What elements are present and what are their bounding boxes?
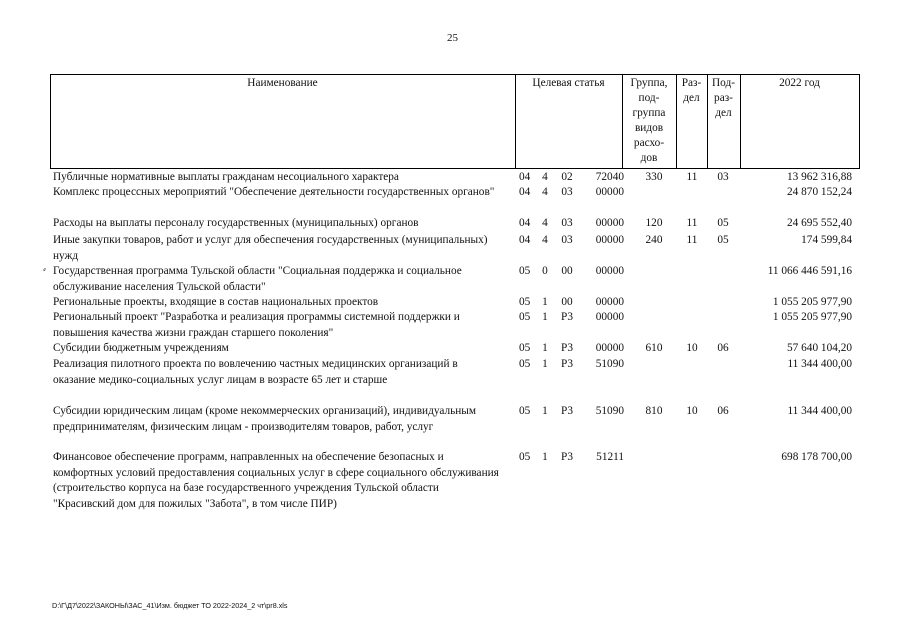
row-code-type: 4 (542, 217, 548, 229)
row-sum: 698 178 700,00 (781, 451, 852, 463)
header-subsection (707, 76, 740, 121)
row-code-direction: 00000 (595, 186, 624, 198)
row-group: 810 (645, 405, 663, 417)
row-group: 240 (645, 234, 663, 246)
row-group: 120 (645, 217, 663, 229)
row-sum: 24 695 552,40 (787, 217, 852, 229)
header-top-border (50, 74, 860, 75)
row-code-program: 04 (519, 186, 531, 198)
row-subsection: 06 (717, 405, 729, 417)
row-name: Комплекс процессных мероприятий "Обеспечение деятельности государственных органов" (53, 186, 495, 198)
row-code-main: P3 (561, 358, 573, 370)
row-code-main: P3 (561, 311, 573, 323)
row-sum: 57 640 104,20 (787, 342, 852, 354)
row-group: 610 (645, 342, 663, 354)
row-subsection: 06 (717, 342, 729, 354)
row-code-main: P3 (561, 451, 573, 463)
row-name: Финансовое обеспечение программ, направленных на обеспечение безопасных и комфортных условий предоставления социальных услуг в сфере социального обслуживания (строительство корпуса на базе государственного учреждения Тульской области "Красивский дом для пожилых "Забота", в том числе ПИР) (53, 451, 499, 510)
row-section: 11 (686, 217, 698, 229)
header-subsection-line: раз- (714, 92, 733, 104)
row-code-type: 1 (542, 451, 548, 463)
row-subsection: 05 (717, 234, 729, 246)
row-sum: 1 055 205 977,90 (772, 311, 852, 323)
header-group-line: Группа, (630, 77, 668, 89)
header-section-line: Раз- (681, 77, 702, 89)
row-name: Публичные нормативные выплаты гражданам несоциального характера (53, 171, 399, 183)
header-subsection-line: дел (715, 107, 732, 119)
row-code-program: 05 (519, 311, 531, 323)
header-group-line: под- (638, 92, 660, 104)
row-code-direction: 72040 (595, 171, 624, 183)
row-code-program: 05 (519, 342, 531, 354)
row-code-main: P3 (561, 405, 573, 417)
row-code-program: 05 (519, 451, 531, 463)
row-code-direction: 00000 (595, 234, 624, 246)
row-code-direction: 00000 (595, 265, 624, 277)
row-code-main: 00 (561, 265, 573, 277)
header-group-line: видов (634, 122, 664, 134)
row-name: Государственная программа Тульской области "Социальная поддержка и социальное обслуживание населения Тульской области" (53, 265, 462, 293)
row-code-type: 1 (542, 358, 548, 370)
row-code-program: 04 (519, 234, 531, 246)
header-subsection-line: Под- (712, 77, 735, 89)
row-name: Региональный проект "Разработка и реализация программы системной поддержки и повышения качества жизни граждан старшего поколения" (53, 311, 460, 339)
row-code-direction: 00000 (595, 342, 624, 354)
header-section (676, 76, 707, 106)
row-section: 11 (686, 171, 698, 183)
header-right-border (859, 74, 860, 169)
row-sum: 1 055 205 977,90 (772, 296, 852, 308)
row-code-direction: 00000 (595, 296, 624, 308)
row-code-type: 1 (542, 342, 548, 354)
row-sum: 174 599,84 (801, 234, 852, 246)
row-code-program: 05 (519, 358, 531, 370)
row-code-type: 0 (542, 265, 548, 277)
row-code-program: 05 (519, 405, 531, 417)
row-section: 10 (686, 405, 698, 417)
page-number: 25 (447, 32, 458, 44)
row-subsection: 05 (717, 217, 729, 229)
header-name: Наименование (247, 77, 318, 89)
row-code-type: 4 (542, 234, 548, 246)
row-code-type: 1 (542, 296, 548, 308)
row-code-main: 03 (561, 234, 573, 246)
row-group: 330 (645, 171, 663, 183)
row-code-main: 02 (561, 171, 573, 183)
file-path-footer: D:\Г\Д7\2022\ЗАКОНЫ\ЗАС_41\Изм. бюджет ТО 2022-2024_2 чт\pr8.xls (52, 601, 288, 610)
header-target-article: Целевая статья (532, 77, 605, 89)
row-code-program: 05 (519, 265, 531, 277)
header-year: 2022 год (779, 77, 820, 89)
row-name: Региональные проекты, входящие в состав национальных проектов (53, 296, 379, 308)
row-code-direction: 51211 (596, 451, 624, 463)
row-sum: 11 344 400,00 (787, 358, 852, 370)
row-code-main: P3 (561, 342, 573, 354)
row-name: Реализация пилотного проекта по вовлечению частных медицинских организаций в оказание медико-социальных услуг лицам в возрасте 65 лет и старше (53, 358, 458, 386)
header-group-line: расхо- (633, 137, 665, 149)
row-code-type: 4 (542, 171, 548, 183)
row-code-program: 04 (519, 217, 531, 229)
row-name: Субсидии бюджетным учреждениям (53, 342, 229, 354)
row-code-direction: 00000 (595, 311, 624, 323)
row-name: Иные закупки товаров, работ и услуг для обеспечения государственных (муниципальных) нужд (53, 234, 488, 262)
row-code-type: 4 (542, 186, 548, 198)
row-code-program: 04 (519, 171, 531, 183)
header-bottom-border (50, 168, 860, 169)
row-sum: 11 066 446 591,16 (767, 265, 852, 277)
row-code-main: 03 (561, 217, 573, 229)
row-sum: 11 344 400,00 (787, 405, 852, 417)
row-code-program: 05 (519, 296, 531, 308)
row-code-main: 03 (561, 186, 573, 198)
header-group (622, 76, 676, 166)
row-section: 10 (686, 342, 698, 354)
margin-mark: ⸗ (43, 264, 46, 274)
header-group-line: дов (640, 152, 658, 164)
row-code-direction: 00000 (595, 217, 624, 229)
row-section: 11 (686, 234, 698, 246)
header-section-line: дел (683, 92, 700, 104)
row-code-main: 00 (561, 296, 573, 308)
row-code-direction: 51090 (595, 405, 624, 417)
row-subsection: 03 (717, 171, 729, 183)
row-code-type: 1 (542, 405, 548, 417)
row-sum: 13 962 316,88 (787, 171, 852, 183)
row-code-direction: 51090 (595, 358, 624, 370)
row-name: Расходы на выплаты персоналу государственных (муниципальных) органов (53, 217, 419, 229)
row-code-type: 1 (542, 311, 548, 323)
header-group-line: группа (632, 107, 666, 119)
row-sum: 24 870 152,24 (787, 186, 852, 198)
row-name: Субсидии юридическим лицам (кроме некоммерческих организаций), индивидуальным предпринимателям, физическим лицам - производителям товаров, работ, услуг (53, 405, 477, 433)
